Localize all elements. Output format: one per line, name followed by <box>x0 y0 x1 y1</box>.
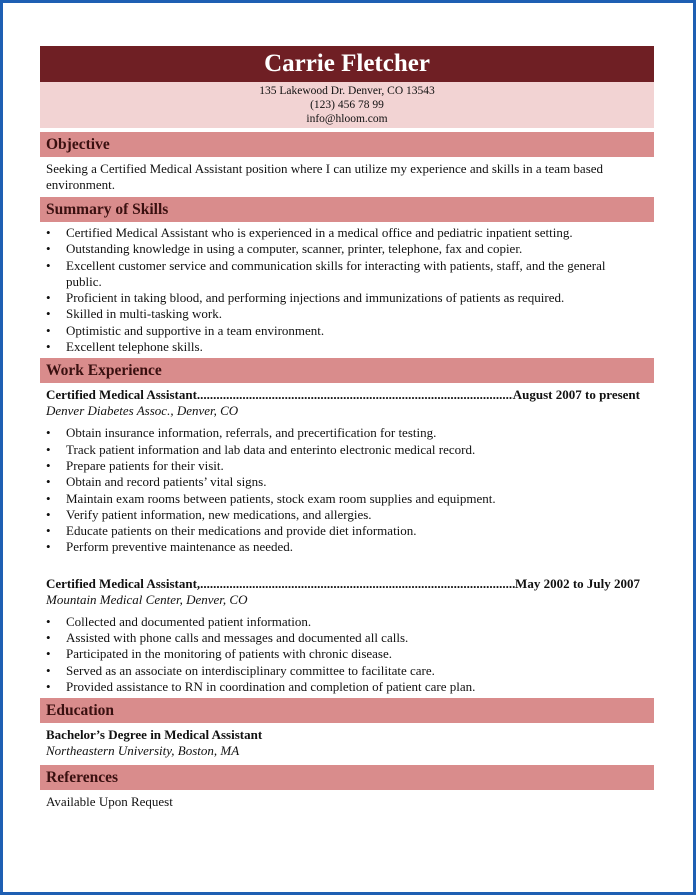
job-employer: Mountain Medical Center, Denver, CO <box>46 591 248 607</box>
skills-list <box>40 222 654 358</box>
school: Northeastern University, Boston, MA <box>46 743 240 759</box>
list-item: • Track patient information and lab data and enterinto electronic medical record. <box>40 442 654 458</box>
references-text: Available Upon Request <box>46 794 173 810</box>
leader-dots <box>197 387 513 403</box>
list-item: • Participated in the monitoring of patients with chronic disease. <box>40 646 654 662</box>
list-item: • Perform preventive maintenance as needed. <box>40 539 654 555</box>
list-item: • Served as an associate on interdisciplinary committee to facilitate care. <box>40 663 654 679</box>
list-item: • Obtain and record patients’ vital signs. <box>40 474 654 490</box>
objective-text: Seeking a Certified Medical Assistant position where I can utilize my experience and skills in a team based environment. <box>46 161 604 192</box>
work-heading: Work Experience <box>40 358 654 383</box>
education-heading: Education <box>40 698 654 723</box>
phone: (123) 456 78 99 <box>310 99 384 111</box>
list-item: • Certified Medical Assistant who is experienced in a medical office and pediatric inpatient setting. <box>40 225 654 241</box>
job-duties-list <box>40 422 654 558</box>
list-item: • Excellent customer service and communication skills for interacting with patients, staff, and the general public. <box>40 258 654 291</box>
email: info@hloom.com <box>306 113 388 125</box>
degree: Bachelor’s Degree in Medical Assistant <box>46 727 263 743</box>
objective-heading: Objective <box>40 132 654 157</box>
references-heading: References <box>40 765 654 790</box>
list-item: • Skilled in multi-tasking work. <box>40 306 654 322</box>
job-title-line <box>40 572 654 592</box>
list-item: • Verify patient information, new medications, and allergies. <box>40 507 654 523</box>
contact-block <box>40 82 654 128</box>
job-title-line <box>40 383 654 403</box>
job-dates: August 2007 to present <box>512 387 640 403</box>
job-duties-list <box>40 611 654 698</box>
list-item: • Educate patients on their medications and provide diet information. <box>40 523 654 539</box>
list-item: • Assisted with phone calls and messages and documented all calls. <box>40 630 654 646</box>
candidate-name: Carrie Fletcher <box>264 50 430 77</box>
list-item: • Excellent telephone skills. <box>40 339 654 355</box>
list-item: • Maintain exam rooms between patients, stock exam room supplies and equipment. <box>40 491 654 507</box>
address: 135 Lakewood Dr. Denver, CO 13543 <box>259 85 435 97</box>
skills-heading: Summary of Skills <box>40 197 654 222</box>
list-item: • Collected and documented patient information. <box>40 614 654 630</box>
list-item: • Outstanding knowledge in using a computer, scanner, printer, telephone, fax and copier. <box>40 241 654 257</box>
list-item: • Obtain insurance information, referrals, and precertification for testing. <box>40 425 654 441</box>
job-employer: Denver Diabetes Assoc., Denver, CO <box>46 403 239 419</box>
list-item: • Prepare patients for their visit. <box>40 458 654 474</box>
job-role: Certified Medical Assistant <box>46 387 197 403</box>
job-role: Certified Medical Assistant, <box>46 575 201 591</box>
list-item: • Optimistic and supportive in a team environment. <box>40 323 654 339</box>
name-header <box>40 46 654 82</box>
leader-dots <box>200 576 515 592</box>
job-dates: May 2002 to July 2007 <box>515 575 640 591</box>
resume-page <box>40 46 654 814</box>
list-item: • Provided assistance to RN in coordination and completion of patient care plan. <box>40 679 654 695</box>
list-item: • Proficient in taking blood, and performing injections and immunizations of patients as required. <box>40 290 654 306</box>
